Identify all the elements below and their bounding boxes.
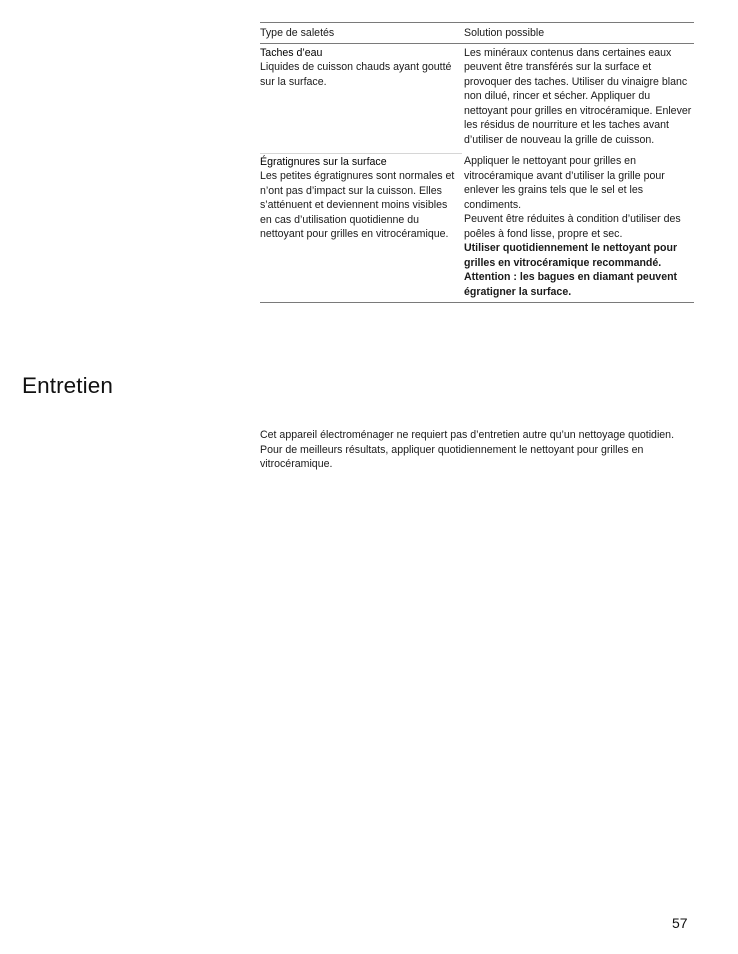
table-row (260, 153, 694, 303)
solution-text: Appliquer le nettoyant pour grilles en vitrocéramique avant d’utiliser la grille pour enlever les grains tels que le sel et les condiments. (464, 155, 665, 211)
stain-cell (260, 43, 462, 153)
header-solution: Solution possible (462, 23, 694, 44)
page-number: 57 (672, 915, 688, 931)
table-header-row (260, 23, 694, 44)
cleaning-table (260, 22, 694, 303)
solution-warning: Attention : les bagues en diamant peuvent égratigner la surface. (464, 271, 678, 298)
header-stain-type: Type de saletés (260, 23, 462, 44)
stain-title: Égratignures sur la surface (260, 155, 387, 168)
solution-text: Peuvent être réduites à condition d’utiliser des poêles à fond lisse, propre et sec. (464, 213, 681, 240)
stain-cell (260, 153, 462, 303)
solution-emphasis: Utiliser quotidiennement le nettoyant pour grilles en vitrocéramique recommandé. (464, 242, 678, 269)
section-body: Cet appareil électroménager ne requiert pas d’entretien autre qu’un nettoyage quotidien. Pour de meilleurs résultats, appliquer quotidiennement le nettoyant pour grilles en vitrocéramique. (260, 429, 675, 470)
stain-title: Taches d’eau (260, 46, 323, 59)
solution-cell (462, 43, 694, 153)
solution-cell (462, 153, 694, 303)
solution-text: Les minéraux contenus dans certaines eaux peuvent être transférés sur la surface et provoquer des taches. Utiliser du vinaigre blanc non dilué, rincer et sécher. Appliquer du nettoyant pour grilles en vitrocéramique. Enlever les résidus de nourriture et les taches avant d’utiliser de nouveau la grille de cuisson. (464, 46, 692, 146)
stain-description: Les petites égratignures sont normales et n’ont pas d’impact sur la cuisson. Elles s’atténuent et deviennent moins visibles en cas d’utilisation quotidienne du nettoyant pour grilles en vitrocéramique. (260, 170, 455, 240)
section-heading: Entretien (22, 373, 113, 398)
cleaning-table-container (260, 22, 694, 303)
table-row (260, 43, 694, 153)
stain-description: Liquides de cuisson chauds ayant goutté sur la surface. (260, 61, 452, 88)
